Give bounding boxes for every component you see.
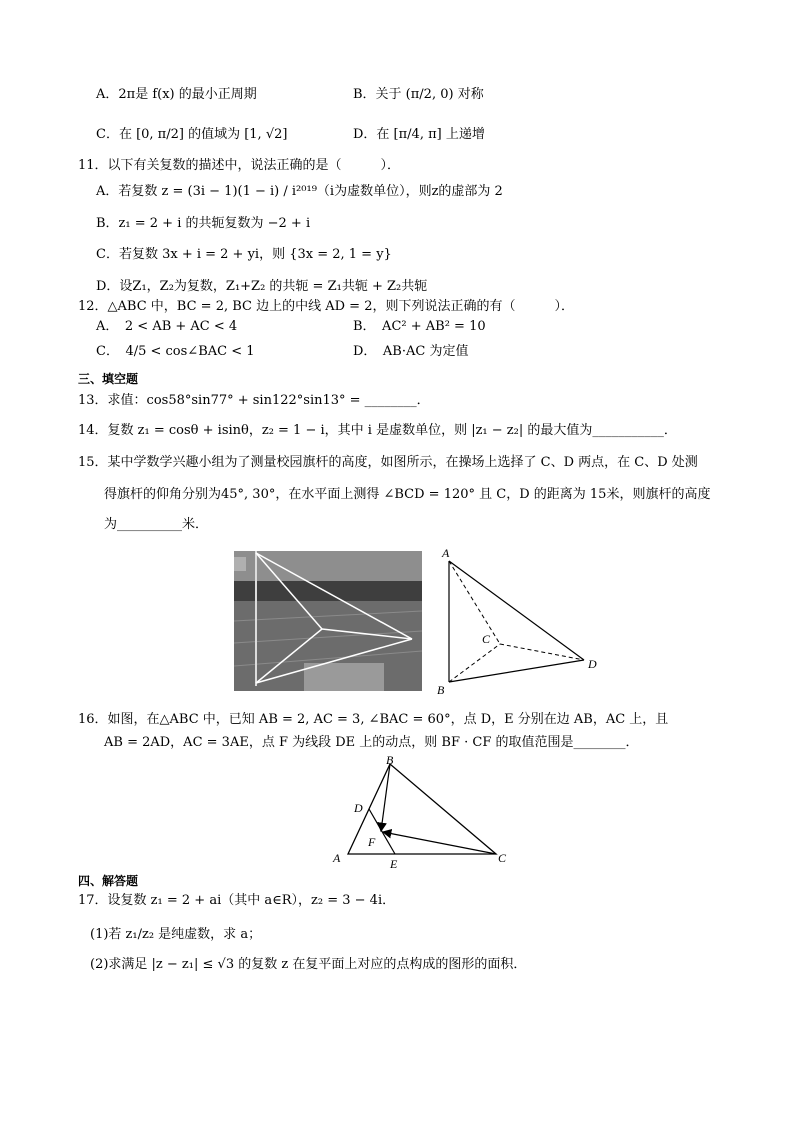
- q10-option-a: A．2π是 f(x) 的最小正周期: [96, 87, 257, 102]
- q14-stem: 14．复数 z₁ = cosθ + isinθ，z₂ = 1 − i，其中 i 是虚数单位，则 |z₁ − z₂| 的最大值为___________．: [78, 423, 677, 438]
- flagpole-photo-drawing: [234, 551, 422, 691]
- triangle-figure: [328, 752, 518, 870]
- tri-label-d: D: [354, 801, 363, 815]
- tetra-label-d: D: [588, 657, 597, 671]
- q11-option-c: C．若复数 3x + i = 2 + yi，则 {3x = 2, 1 = y}: [96, 247, 392, 262]
- tetra-label-c: C: [482, 632, 491, 646]
- tri-label-c: C: [498, 851, 507, 865]
- q10-option-d: D．在 [π/4, π] 上递增: [353, 127, 485, 142]
- q13-stem: 13．求值：cos58°sin77° + sin122°sin13° = ________．: [78, 393, 430, 408]
- q11-option-b: B．z₁ = 2 + i 的共轭复数为 −2 + i: [96, 216, 311, 231]
- tetrahedron-figure: [434, 546, 604, 696]
- q12-option-c: C． 4/5 < cos∠BAC < 1: [96, 344, 255, 359]
- q12-option-d: D． AB·AC 为定值: [353, 344, 469, 359]
- q10-option-c: C．在 [0, π/2] 的值域为 [1, √2]: [96, 127, 288, 142]
- tetra-label-b: B: [437, 683, 445, 696]
- q12-option-a: A． 2 < AB + AC < 4: [96, 319, 238, 334]
- section-solutions: 四、解答题: [78, 874, 139, 888]
- tri-label-a: A: [333, 851, 341, 865]
- q11-option-d: D．设Z₁，Z₂为复数，Z₁+Z₂ 的共轭 = Z₁共轭 + Z₂共轭: [96, 279, 428, 294]
- q15-line-1: 15．某中学数学兴趣小组为了测量校园旗杆的高度，如图所示，在操场上选择了 C、D 两点，在 C、D 处测: [78, 455, 698, 470]
- section-fill-in: 三、填空题: [78, 372, 139, 386]
- q11-option-a: A．若复数 z = (3i − 1)(1 − i) / i²⁰¹⁹（i为虚数单位），则z的虚部为 2: [96, 184, 503, 199]
- q16-line-2: AB = 2AD，AC = 3AE，点 F 为线段 DE 上的动点，则 BF · CF 的取值范围是________．: [104, 735, 639, 750]
- q17-stem: 17．设复数 z₁ = 2 + ai（其中 a∈R），z₂ = 3 − 4i．: [78, 893, 396, 908]
- q17-part-2: (2)求满足 |z − z₁| ≤ √3 的复数 z 在复平面上对应的点构成的图形的面积．: [90, 957, 527, 972]
- tri-label-f: F: [368, 835, 376, 849]
- q11-stem: 11．以下有关复数的描述中，说法正确的是（ ）．: [78, 158, 401, 173]
- q15-line-3: 为__________米．: [104, 517, 209, 532]
- tri-label-b: B: [386, 753, 394, 767]
- q15-line-2: 得旗杆的仰角分别为45°, 30°，在水平面上测得 ∠BCD = 120° 且 C，D 的距离为 15米，则旗杆的高度: [104, 487, 711, 502]
- tri-label-e: E: [390, 857, 398, 870]
- q16-line-1: 16．如图，在△ABC 中，已知 AB = 2, AC = 3, ∠BAC = 60°，点 D，E 分别在边 AB，AC 上，且: [78, 712, 669, 727]
- q12-option-b: B． AC² + AB² = 10: [353, 319, 486, 334]
- q12-stem: 12．△ABC 中，BC = 2, BC 边上的中线 AD = 2，则下列说法正确的有（ ）．: [78, 299, 574, 314]
- q10-option-b: B．关于 (π/2, 0) 对称: [353, 87, 484, 102]
- flagpole-photo: [234, 551, 422, 691]
- tetra-label-a: A: [442, 546, 450, 560]
- q17-part-1: (1)若 z₁/z₂ 是纯虚数，求 a；: [90, 927, 262, 942]
